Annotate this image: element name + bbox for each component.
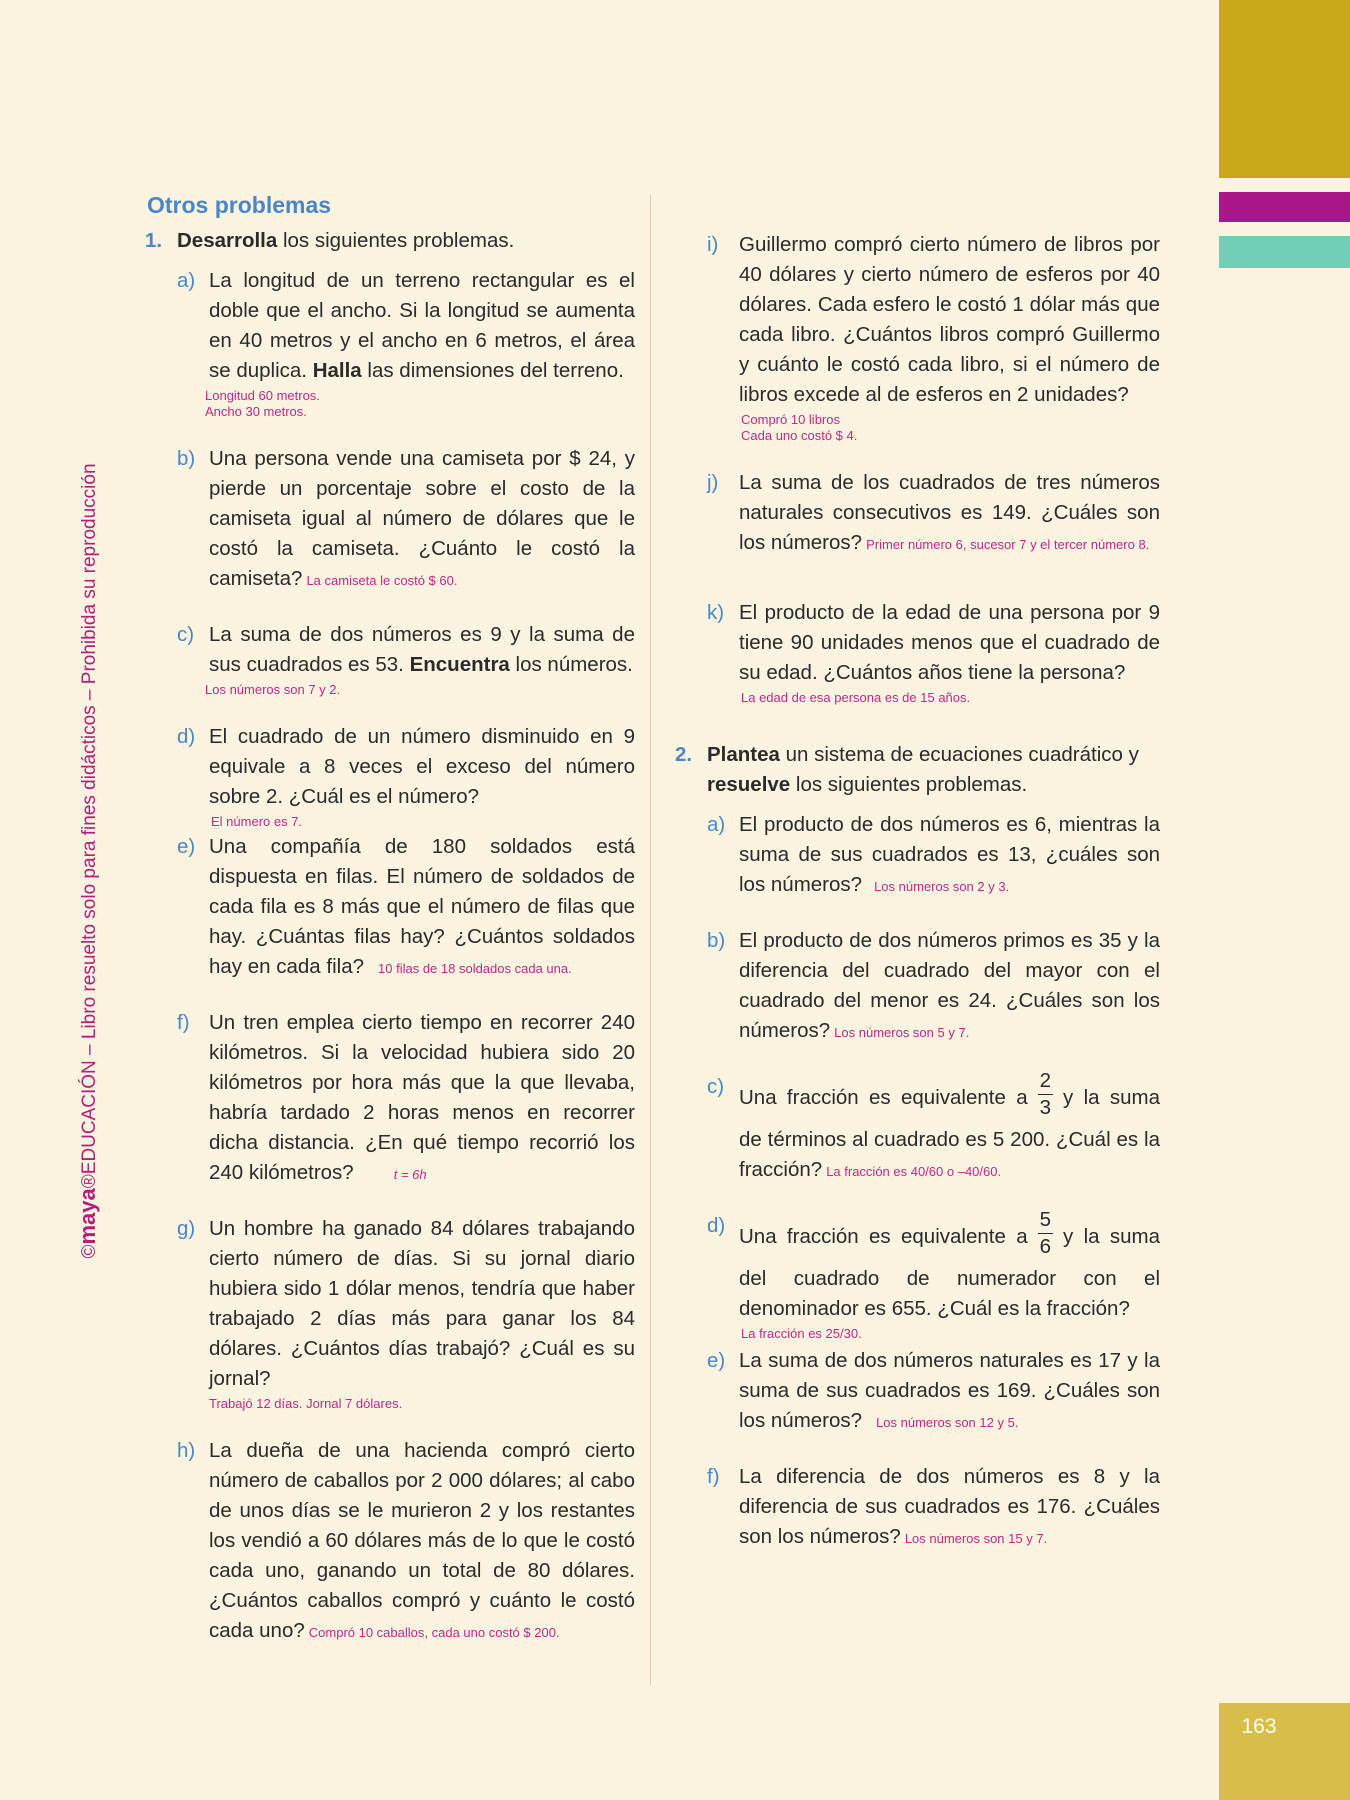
item-label: a) — [177, 269, 196, 292]
problem-1e — [177, 832, 635, 984]
copyright-symbol: © — [79, 1244, 100, 1259]
page-number: 163 — [1241, 1715, 1277, 1738]
answer: Trabajó 12 días. Jornal 7 dólares. — [209, 1396, 403, 1411]
item-label: b) — [177, 447, 196, 470]
item-label: h) — [177, 1439, 196, 1462]
answer-line: Ancho 30 metros. — [205, 404, 307, 419]
item-body — [209, 1008, 635, 1190]
item-text-part: los números. — [509, 653, 633, 676]
answer: Primer número 6, sucesor 7 y el tercer número 8. — [866, 537, 1150, 552]
item-text-part: Una fracción es equivalente a — [739, 1085, 1028, 1109]
item-label: b) — [707, 929, 726, 952]
item-label: k) — [707, 601, 725, 624]
left-column — [145, 190, 635, 1672]
item-label: j) — [707, 471, 719, 494]
answer: Los números son 5 y 7. — [834, 1025, 970, 1040]
item-label: e) — [707, 1349, 726, 1372]
copyright-notice: ®EDUCACIÓN – Libro resuelto solo para fines didácticos – Prohibida su reproducción — [79, 463, 100, 1189]
answer: Los números son 2 y 3. — [874, 879, 1010, 894]
item-body — [209, 1436, 635, 1648]
item-label: e) — [177, 835, 196, 858]
problem-1j — [707, 468, 1160, 560]
section-title: Otros problemas — [147, 192, 332, 218]
item-text-part: y la suma de términos al cuadrado es 5 200. ¿Cuál es la fracción? — [739, 1085, 1160, 1181]
problem-2-number: 2. — [675, 743, 693, 766]
item-text: Guillermo compró cierto número de libros por 40 dólares y cierto número de esferos por 40 dólares. Cada esfero le costó 1 dólar más que cada libro. ¿Cuántos libros compró Guillermo y cuánto le costó cada libro, si el número de libros excede al de esferos en 2 unidades? — [739, 233, 1160, 406]
instruction-mid: un sistema de ecuaciones cuadrático y — [779, 743, 1139, 766]
item-body — [209, 444, 635, 596]
item-body — [205, 620, 635, 698]
item-body — [739, 1462, 1160, 1554]
item-text: La suma de dos números naturales es 17 y la suma de sus cuadrados es 169. ¿Cuáles son los números? — [739, 1349, 1160, 1432]
item-label: c) — [707, 1075, 725, 1098]
problem-1c — [177, 620, 635, 698]
problem-2-instruction — [707, 740, 1160, 800]
fraction-numerator: 2 — [1038, 1068, 1053, 1095]
item-label: d) — [177, 725, 196, 748]
column-divider — [650, 195, 651, 1685]
item-body — [739, 1069, 1160, 1187]
item-body — [209, 1214, 635, 1412]
fraction-denominator: 3 — [1039, 1096, 1052, 1119]
item-body — [739, 926, 1160, 1048]
item-text: El cuadrado de un número disminuido en 9 equivale a 8 veces el exceso del número sobre 2. ¿Cuál es el número? — [209, 725, 635, 808]
instruction-rest: los siguientes problemas. — [790, 773, 1028, 796]
item-text-part: las dimensiones del terreno. — [361, 359, 624, 382]
answer — [741, 412, 1160, 444]
item-text-part: y la suma del cuadrado de numerador con el denominador es 655. ¿Cuál es la fracción? — [739, 1224, 1160, 1320]
item-label: f) — [177, 1011, 190, 1034]
instruction-verb: Plantea — [707, 743, 780, 766]
item-text: La dueña de una hacienda compró cierto número de caballos por 2 000 dólares; al cabo de unos días se le murieron 2 y los restantes los vendió a 60 dólares más de lo que le costó cada uno, ganando un total de 80 dólares. ¿Cuántos caballos compró y cuánto le costó cada uno? — [209, 1439, 635, 1642]
problem-2a — [707, 810, 1160, 902]
problem-2e — [707, 1346, 1160, 1438]
problem-2b — [707, 926, 1160, 1048]
item-body — [739, 230, 1160, 444]
problem-1k — [707, 598, 1160, 706]
answer-line: Longitud 60 metros. — [205, 388, 320, 403]
answer-line: Cada uno costó $ 4. — [741, 428, 858, 443]
copyright-side-text — [75, 336, 105, 1386]
item-label: c) — [177, 623, 195, 646]
item-label: a) — [707, 813, 726, 836]
item-body — [739, 1208, 1160, 1342]
answer: Los números son 7 y 2. — [205, 682, 341, 697]
answer-line: Compró 10 libros — [741, 412, 840, 427]
answer: La edad de esa persona es de 15 años. — [741, 690, 971, 705]
item-body — [739, 1346, 1160, 1438]
answer: El número es 7. — [211, 814, 303, 829]
item-text: Un hombre ha ganado 84 dólares trabajando cierto número de días. Si su jornal diario hubiera sido 1 dólar menos, tendría que haber trabajado 2 días más para ganar los 84 dólares. ¿Cuántos días trabajó? ¿Cuál es su jornal? — [209, 1217, 635, 1390]
answer: La fracción es 25/30. — [741, 1326, 862, 1341]
item-text: Un tren emplea cierto tiempo en recorrer 240 kilómetros. Si la velocidad hubiera sido 20 kilómetros por hora más que la que llevaba, habría tardado 2 horas menos en recorrer dicha distancia. ¿En qué tiempo recorrió los 240 kilómetros? — [209, 1011, 635, 1184]
decor-band-magenta — [1219, 192, 1350, 222]
page-number-box — [1219, 1703, 1350, 1800]
fraction-numerator: 5 — [1038, 1207, 1053, 1234]
answer: Los números son 12 y 5. — [876, 1415, 1019, 1430]
item-verb: Encuentra — [409, 653, 510, 676]
item-body — [209, 832, 635, 984]
answer — [205, 388, 635, 420]
item-label: g) — [177, 1217, 196, 1240]
right-column — [675, 230, 1160, 1578]
problem-2-heading — [675, 740, 1160, 800]
item-label: i) — [707, 233, 719, 256]
item-text-part: La suma de dos números es 9 y la suma de sus cuadrados es 53. — [209, 623, 635, 676]
item-text: Una persona vende una camiseta por $ 24, y pierde un porcentaje sobre el costo de la camiseta igual al número de dólares que le costó la camiseta. ¿Cuánto le costó la camiseta? — [209, 447, 635, 590]
answer: Los números son 15 y 7. — [904, 1531, 1048, 1546]
answer: 10 filas de 18 soldados cada una. — [378, 961, 572, 976]
answer: La camiseta le costó $ 60. — [306, 573, 458, 588]
problem-1g — [177, 1214, 635, 1412]
answer: La fracción es 40/60 o –40/60. — [826, 1164, 1002, 1179]
answer: t = 6h — [393, 1167, 427, 1182]
problem-1f — [177, 1008, 635, 1190]
item-text — [205, 266, 635, 420]
problem-1-number: 1. — [145, 229, 163, 252]
brand-name: maya — [75, 1188, 100, 1245]
decor-band-gold — [1219, 0, 1350, 178]
item-text: La diferencia de dos números es 8 y la diferencia de sus cuadrados es 176. ¿Cuáles son los números? — [739, 1465, 1160, 1548]
item-body — [739, 468, 1160, 560]
problem-1d — [177, 722, 635, 830]
item-text: Una compañía de 180 soldados está dispuesta en filas. El número de soldados de cada fila es 8 más que el número de filas que hay. ¿Cuántas filas hay? ¿Cuántos soldados hay en cada fila? — [209, 835, 635, 978]
problem-1-instruction — [177, 226, 635, 256]
item-label: d) — [707, 1214, 726, 1237]
problem-2d — [707, 1208, 1160, 1342]
item-text: El producto de la edad de una persona por 9 tiene 90 unidades menos que el cuadrado de su edad. ¿Cuántos años tiene la persona? — [739, 601, 1160, 684]
item-text: La suma de los cuadrados de tres números naturales consecutivos es 149. ¿Cuáles son los números? — [739, 471, 1160, 554]
fraction — [1038, 1207, 1053, 1260]
item-label: f) — [707, 1465, 720, 1488]
item-text-part: La longitud de un terreno rectangular es el doble que el ancho. Si la longitud se aumenta en 40 metros y el ancho en 6 metros, el área se duplica. — [209, 269, 635, 382]
item-text: El producto de dos números primos es 35 y la diferencia del cuadrado del mayor con el cuadrado del menor es 24. ¿Cuáles son los números? — [739, 929, 1160, 1042]
instruction-rest: los siguientes problemas. — [277, 229, 515, 252]
problem-1a — [177, 266, 635, 420]
item-text-part: Una fracción es equivalente a — [739, 1224, 1028, 1248]
decor-band-teal — [1219, 236, 1350, 268]
item-verb: Halla — [312, 359, 362, 382]
problem-1i — [707, 230, 1160, 444]
problem-1-heading — [145, 226, 635, 256]
item-text: El producto de dos números es 6, mientras la suma de sus cuadrados es 13, ¿cuáles son los números? — [739, 813, 1160, 896]
fraction — [1038, 1068, 1053, 1121]
instruction-verb: resuelve — [707, 773, 791, 796]
problem-1b — [177, 444, 635, 596]
problem-2f — [707, 1462, 1160, 1554]
fraction-denominator: 6 — [1039, 1235, 1052, 1258]
answer: Compró 10 caballos, cada uno costó $ 200. — [308, 1625, 560, 1640]
problem-2c — [707, 1069, 1160, 1187]
item-body — [209, 722, 635, 830]
instruction-verb: Desarrolla — [177, 229, 278, 252]
item-body — [739, 598, 1160, 706]
item-body — [739, 810, 1160, 902]
problem-1h — [177, 1436, 635, 1648]
